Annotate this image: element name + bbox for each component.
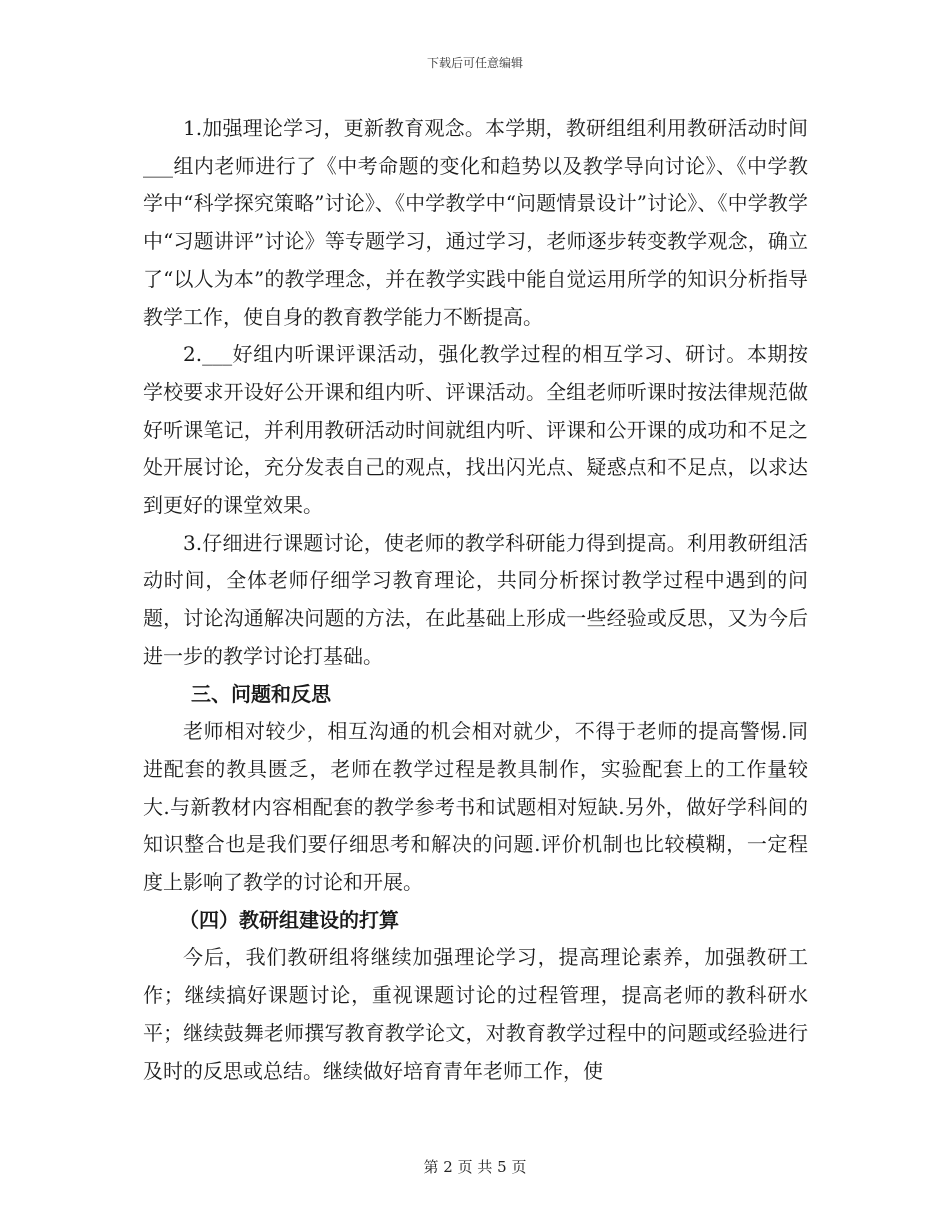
section-heading-plan: （四）教研组建设的打算 (179, 907, 399, 932)
paragraph-4: 老师相对较少，相互沟通的机会相对就少，不得于老师的提高警惕.同进配套的教具匮乏，老师在教学过程是教具制作，实验配套上的工作量较大.与新教材内容相配套的教学参考书和试题相对短缺.另外，做好学科间的知识整合也是我们要仔细思考和解决的问题.评价机制也比较模糊，一定程度上影响了教学的讨论和开展。 (143, 719, 808, 895)
section-heading-problems: 三、问题和反思 (191, 681, 331, 706)
document-body (143, 110, 808, 1090)
paragraph-1: 1.加强理论学习，更新教育观念。本学期，教研组组利用教研活动时间___组内老师进行了《中考命题的变化和趋势以及教学导向讨论》、《中学教学中“科学探究策略”讨论》、《中学教学中“问题情景设计”讨论》、《中学教学中“习题讲评”讨论》等专题学习，通过学习，老师逐步转变教学观念，确立了“以人为本”的教学理念，并在教学实践中能自觉运用所学的知识分析指导教学工作，使自身的教育教学能力不断提高。 (143, 116, 808, 329)
paragraph-2: 2.___好组内听课评课活动，强化教学过程的相互学习、研讨。本期按学校要求开设好公开课和组内听、评课活动。全组老师听课时按法律规范做好听课笔记，并利用教研活动时间就组内听、评课和公开课的成功和不足之处开展讨论，充分发表自己的观点，找出闪光点、疑惑点和不足点，以求达到更好的课堂效果。 (143, 342, 808, 518)
page-footer: 第 2 页 共 5 页 (423, 1158, 527, 1176)
paragraph-5: 今后，我们教研组将继续加强理论学习，提高理论素养，加强教研工作；继续搞好课题讨论，重视课题讨论的过程管理，提高老师的教科研水平；继续鼓舞老师撰写教育教学论文，对教育教学过程中的问题或经验进行及时的反思或总结。继续做好培育青年老师工作，使 (143, 945, 808, 1083)
paragraph-3: 3.仔细进行课题讨论，使老师的教学科研能力得到提高。利用教研组活动时间，全体老师仔细学习教育理论，共同分析探讨教学过程中遇到的问题，讨论沟通解决问题的方法，在此基础上形成一些经验或反思，又为今后进一步的教学讨论打基础。 (143, 530, 808, 668)
page-header: 下载后可任意编辑 (426, 56, 523, 70)
